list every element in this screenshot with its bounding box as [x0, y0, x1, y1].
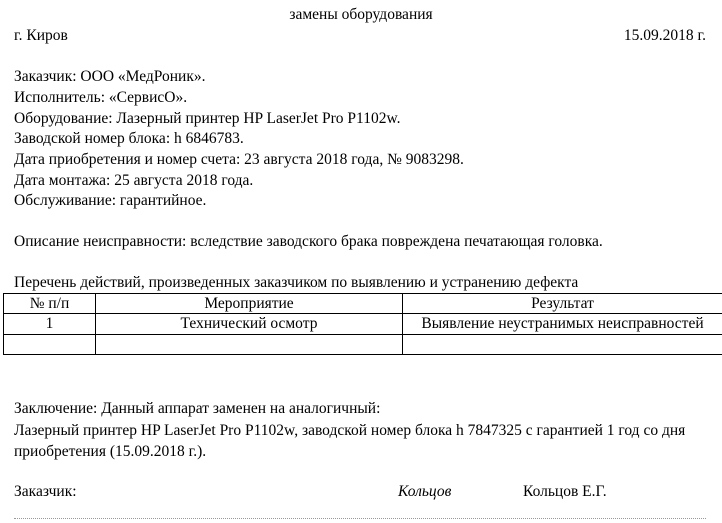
signatory-name: Кольцов Е.Г.	[523, 483, 607, 500]
table-header-row	[4, 294, 722, 314]
table-row	[4, 335, 722, 355]
defect-description: Описание неисправности: вследствие заводского брака повреждена печатающая головка.	[14, 233, 603, 250]
empty-cell	[96, 335, 403, 355]
service-field: Обслуживание: гарантийное.	[14, 192, 207, 209]
header-result: Результат	[403, 294, 722, 314]
table-row	[4, 314, 722, 335]
header-number: № п/п	[4, 294, 96, 314]
row-result: Выявление неустранимых неисправностей	[403, 314, 722, 335]
actions-list-title: Перечень действий, произведенных заказчиком по выявлению и устранению дефекта	[14, 274, 579, 291]
purchase-field: Дата приобретения и номер счета: 23 августа 2018 года, № 9083298.	[14, 151, 464, 168]
equipment-field: Оборудование: Лазерный принтер HP LaserJet Pro P1102w.	[14, 110, 401, 127]
actions-table	[3, 293, 722, 355]
serial-number-field: Заводской номер блока: h 6846783.	[14, 130, 244, 147]
document-date: 15.09.2018 г.	[623, 27, 706, 44]
signature-label: Заказчик:	[14, 483, 77, 500]
city-label: г. Киров	[14, 27, 68, 44]
empty-cell	[4, 335, 96, 355]
conclusion-body: Лазерный принтер HP LaserJet Pro P1102w, заводской номер блока h 7847325 с гарантией 1 год со дня приобретения (15.09.2018 г.).	[14, 422, 686, 460]
empty-cell	[403, 335, 722, 355]
bottom-divider	[14, 518, 706, 519]
document-title: замены оборудования	[289, 6, 433, 23]
handwritten-signature: Кольцов	[398, 483, 452, 500]
header-measure: Мероприятие	[96, 294, 403, 314]
conclusion-title: Заключение: Данный аппарат заменен на аналогичный:	[14, 400, 381, 417]
customer-field: Заказчик: ООО «МедРоник».	[14, 68, 206, 85]
installation-date-field: Дата монтажа: 25 августа 2018 года.	[14, 172, 254, 189]
row-number: 1	[4, 314, 96, 335]
row-measure: Технический осмотр	[96, 314, 403, 335]
contractor-field: Исполнитель: «СервисО».	[14, 89, 188, 106]
